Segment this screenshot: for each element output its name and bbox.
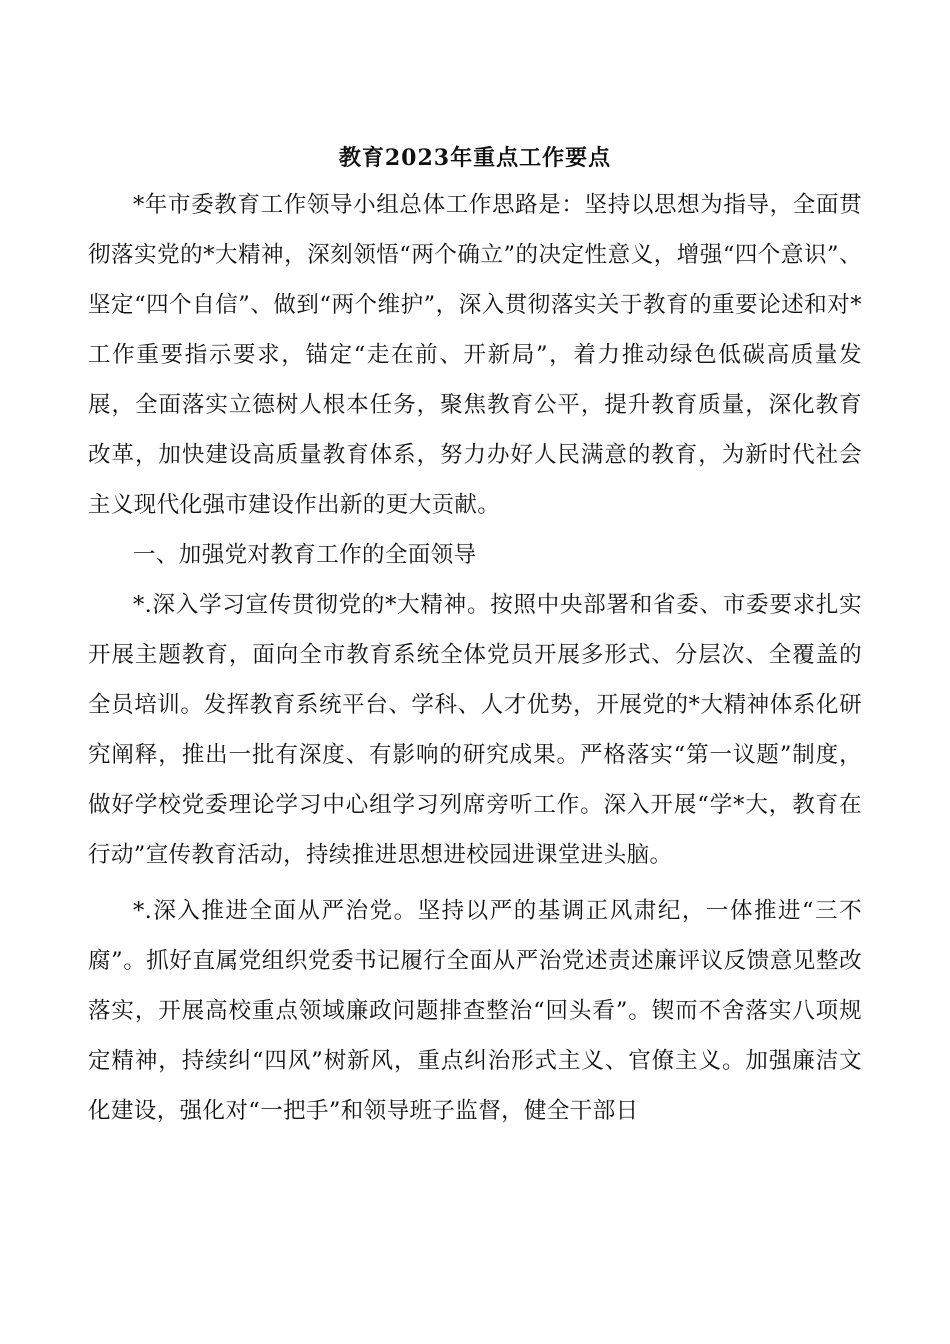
paragraph-item-2: *.深入推进全面从严治党。坚持以严的基调正风肃纪，一体推进“三不腐”。抓好直属党组织党委书记履行全面从严治党述责述廉评议反馈意见整改落实，开展高校重点领域廉政问题排查整治“回头看”。锲而不舍落实八项规定精神，持续纠“四风”树新风，重点纠治形式主义、官僚主义。加强廉洁文化建设，强化对“一把手”和领导班子监督，健全干部日 bbox=[88, 898, 862, 1124]
paragraph-item-1: *.深入学习宣传贯彻党的*大精神。按照中央部署和省委、市委要求扎实开展主题教育，面向全市教育系统全体党员开展多形式、分层次、全覆盖的全员培训。发挥教育系统平台、学科、人才优势，开展党的*大精神体系化研究阐释，推出一批有深度、有影响的研究成果。严格落实“第一议题”制度，做好学校党委理论学习中心组学习列席旁听工作。深入开展“学*大，教育在行动”宣传教育活动，持续推进思想进校园进课堂进头脑。 bbox=[88, 592, 862, 868]
document-page bbox=[88, 138, 862, 1136]
document-title: 教育2023年重点工作要点 bbox=[338, 145, 612, 171]
paragraph-intro: *年市委教育工作领导小组总体工作思路是：坚持以思想为指导，全面贯彻落实党的*大精神，深刻领悟“两个确立”的决定性意义，增强“四个意识”、坚定“四个自信”、做到“两个维护”，深入贯彻落实关于教育的重要论述和对*工作重要指示要求，锚定“走在前、开新局”，着力推动绿色低碳高质量发展，全面落实立德树人根本任务，聚焦教育公平，提升教育质量，深化教育改革，加快建设高质量教育体系，努力办好人民满意的教育，为新时代社会主义现代化强市建设作出新的更大贡献。 bbox=[88, 192, 862, 518]
section-heading-1: 一、加强党对教育工作的全面领导 bbox=[133, 542, 477, 568]
